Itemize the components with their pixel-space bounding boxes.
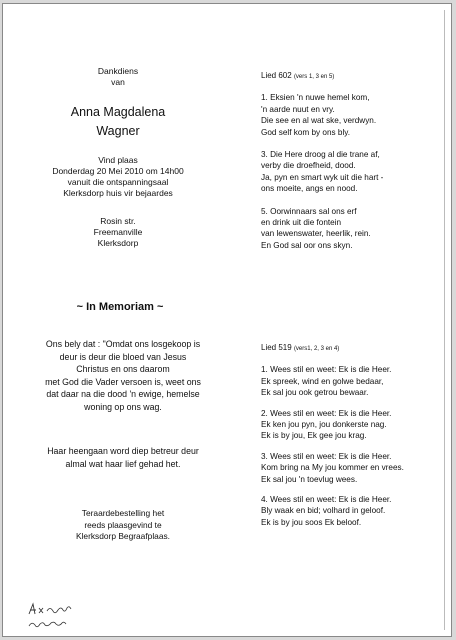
hymn-line: Ek is by jou soos Ek beloof.: [261, 517, 362, 527]
hymn-line: 'n aarde nuut en vry.: [261, 104, 335, 114]
hymn-stanza: [261, 451, 441, 485]
burial-line: reeds plaasgevind te: [84, 519, 162, 530]
hymn-line: En God sal oor ons skyn.: [261, 240, 353, 250]
hymn-verses: (vers1, 2, 3 en 4): [293, 346, 340, 352]
memorial-text: [7, 338, 239, 543]
hymn-line: Ek sal jou ook getrou bewaar.: [261, 388, 369, 398]
hymn-line: 4. Wees stil en weet: Ek is die Heer.: [261, 495, 392, 505]
deceased-surname: Wagner: [96, 123, 140, 138]
hymn-line: Ek ken jou pyn, jou donkerste nag.: [261, 420, 387, 430]
hymn-stanza: [261, 364, 441, 398]
service-line: Vind plaas: [98, 154, 138, 165]
hymn-line: Die see en al wat ske, verdwyn.: [261, 116, 377, 126]
hymn-line: 5. Oorwinnaars sal ons erf: [261, 206, 357, 216]
hymn-line: 2. Wees stil en weet: Ek is die Heer.: [261, 408, 392, 418]
mourning-line: almal wat haar lief gehad het.: [65, 458, 181, 469]
hymn-line: 3. Die Here droog al die trane af,: [261, 150, 380, 160]
hymn-line: ons moeite, angs en nood.: [261, 184, 358, 194]
hymn-line: 1. Wees stil en weet: Ek is die Heer.: [261, 365, 392, 375]
hymn-verses: (vers 1, 3 en 5): [293, 74, 335, 80]
mourning-line: Haar heengaan word diep betreur deur: [47, 446, 199, 456]
hymn-line: van lewenswater, heerlik, rein.: [261, 229, 371, 239]
hymn-line: Bly waak en bid; volhard in geloof.: [261, 506, 386, 516]
hymn-line: en drink uit die fontein: [261, 218, 342, 228]
service-line: Donderdag 20 Mei 2010 om 14h00: [52, 165, 184, 176]
hymn-stanza: [261, 206, 441, 252]
address-line: Rosin str.: [100, 215, 136, 226]
service-line: vanuit die ontspanningsaal: [67, 177, 169, 188]
hymn-line: God self kom by ons bly.: [261, 127, 351, 137]
address-line: Klerksdorp: [97, 238, 139, 249]
hymn-line: 1. Eksien 'n nuwe hemel kom,: [261, 93, 370, 103]
deceased-first-names: Anna Magdalena: [70, 104, 166, 119]
quote-line: dat daar na die dood 'n ewige, hemelse: [46, 389, 200, 399]
hymn-line: Ek sal jou 'n toevlug wees.: [261, 474, 358, 484]
hymn-stanza: [261, 408, 441, 442]
service-details: [13, 66, 223, 250]
burial-line: Teraardebestelling het: [81, 508, 165, 518]
hymn-line: verby die droefheid, dood.: [261, 161, 356, 171]
quote-line: Christus en ons daarom: [76, 364, 170, 374]
in-memoriam-heading: ~ In Memoriam ~: [76, 301, 164, 313]
hymn-stanza: [261, 494, 441, 528]
handwritten-note: [25, 598, 85, 632]
hymn-line: 3. Wees stil en weet: Ek is die Heer.: [261, 451, 392, 461]
hymn-stanza: [261, 92, 441, 138]
page-edge-line: [444, 10, 445, 630]
hymn-title: Lied 602: [261, 71, 292, 80]
burial-line: Klerksdorp Begraafplaas.: [75, 531, 171, 542]
quote-line: met God die Vader versoen is, weet ons: [45, 376, 201, 387]
quote-line: woning op ons wag.: [84, 401, 162, 412]
hymn-line: Ek is by jou, Ek gee jou krag.: [261, 431, 367, 441]
quote-line: deur is deur die bloed van Jesus: [59, 351, 187, 362]
quote-line: Ons bely dat : "Omdat ons losgekoop is: [45, 339, 201, 349]
hymn-602: [261, 70, 441, 262]
hymn-line: Kom bring na My jou kommer en vrees.: [261, 463, 404, 473]
address-line: Freemanville: [93, 227, 143, 238]
service-line: Klerksdorp huis vir bejaardes: [63, 188, 173, 199]
header-line: van: [111, 77, 125, 88]
hymn-stanza: [261, 149, 441, 195]
hymn-519: [261, 342, 441, 537]
hymn-line: Ek spreek, wind en golwe bedaar,: [261, 376, 384, 386]
hymn-line: Ja, pyn en smart wyk uit die hart -: [261, 172, 384, 182]
header-line: Dankdiens: [97, 66, 139, 76]
hymn-title: Lied 519: [261, 343, 292, 352]
memorial-page: [2, 3, 452, 637]
